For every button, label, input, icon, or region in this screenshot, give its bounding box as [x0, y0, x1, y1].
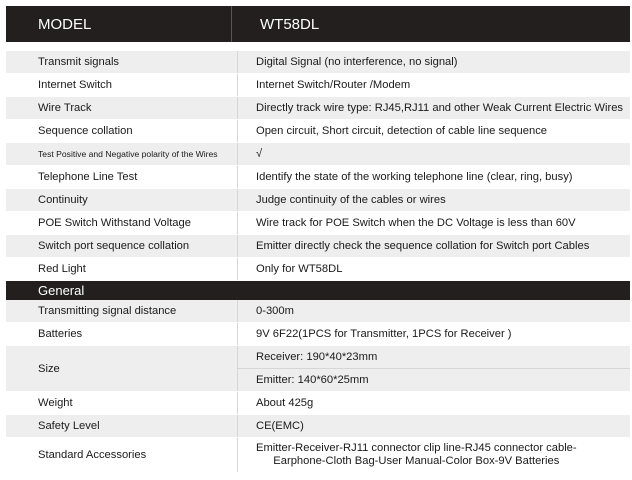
spec-value: Digital Signal (no interference, no signal): [256, 56, 458, 68]
spec-row: [6, 166, 630, 189]
spec-label: Transmitting signal distance: [6, 300, 238, 322]
accessories-line: Emitter-Receiver-RJ11 connector clip line-RJ45 connector cable-: [256, 442, 577, 454]
spec-label: Weight: [6, 392, 238, 414]
spec-row: [6, 392, 630, 415]
spec-label: Standard Accessories: [6, 438, 238, 472]
spec-value: 9V 6F22(1PCS for Transmitter, 1PCS for Receiver ): [256, 328, 512, 340]
spec-row: [6, 300, 630, 323]
emitter-size: Emitter: 140*60*25mm: [238, 368, 630, 391]
spec-row: [6, 120, 630, 143]
spec-row: [6, 415, 630, 438]
spec-value: Directly track wire type: RJ45,RJ11 and other Weak Current Electric Wires: [256, 102, 624, 114]
spec-value: Open circuit, Short circuit, detection of cable line sequence: [256, 125, 548, 137]
accessories-line: Earphone-Cloth Bag-User Manual-Color Box-9V Batteries: [273, 455, 560, 467]
spec-label: Transmit signals: [6, 51, 238, 73]
spec-label: Red Light: [6, 258, 238, 280]
spec-row: [6, 143, 630, 166]
spec-row: [6, 235, 630, 258]
spec-value: Only for WT58DL: [256, 263, 343, 275]
spec-value: About 425g: [256, 397, 314, 409]
size-row: [6, 346, 630, 392]
spec-label: Batteries: [6, 323, 238, 345]
spec-label: Test Positive and Negative polarity of the Wires: [6, 143, 238, 165]
receiver-size: Receiver: 190*40*23mm: [256, 351, 378, 363]
spec-sheet: [6, 6, 630, 473]
spec-value: Wire track for POE Switch when the DC Voltage is less than 60V: [256, 217, 576, 229]
checkmark-value: √: [256, 148, 263, 160]
spec-label: Sequence collation: [6, 120, 238, 142]
model-value: WT58DL: [260, 15, 320, 33]
spec-label: Internet Switch: [6, 74, 238, 96]
spec-label: POE Switch Withstand Voltage: [6, 212, 238, 234]
spec-row: [6, 258, 630, 281]
spec-row: [6, 189, 630, 212]
general-section-header: General: [6, 281, 630, 300]
spec-row: [6, 212, 630, 235]
spec-row: [6, 323, 630, 346]
spec-value: Emitter directly check the sequence collation for Switch port Cables: [256, 240, 590, 252]
spec-value: 0-300m: [256, 305, 294, 317]
spec-label: Wire Track: [6, 97, 238, 119]
spec-value: CE(EMC): [256, 420, 304, 432]
spec-label: Safety Level: [6, 415, 238, 437]
spec-label: Continuity: [6, 189, 238, 211]
spec-value: Judge continuity of the cables or wires: [256, 194, 446, 206]
spec-row: [6, 97, 630, 120]
model-header: [6, 6, 630, 42]
spec-label: Size: [6, 346, 238, 391]
model-label: MODEL: [6, 6, 232, 42]
spec-value: Internet Switch/Router /Modem: [256, 79, 411, 91]
spec-value: Identify the state of the working telephone line (clear, ring, busy): [256, 171, 573, 183]
spec-label: Telephone Line Test: [6, 166, 238, 188]
spec-row: [6, 74, 630, 97]
spec-label: Switch port sequence collation: [6, 235, 238, 257]
accessories-value: [238, 438, 577, 472]
spec-row: [6, 51, 630, 74]
spec-row: [6, 438, 630, 473]
